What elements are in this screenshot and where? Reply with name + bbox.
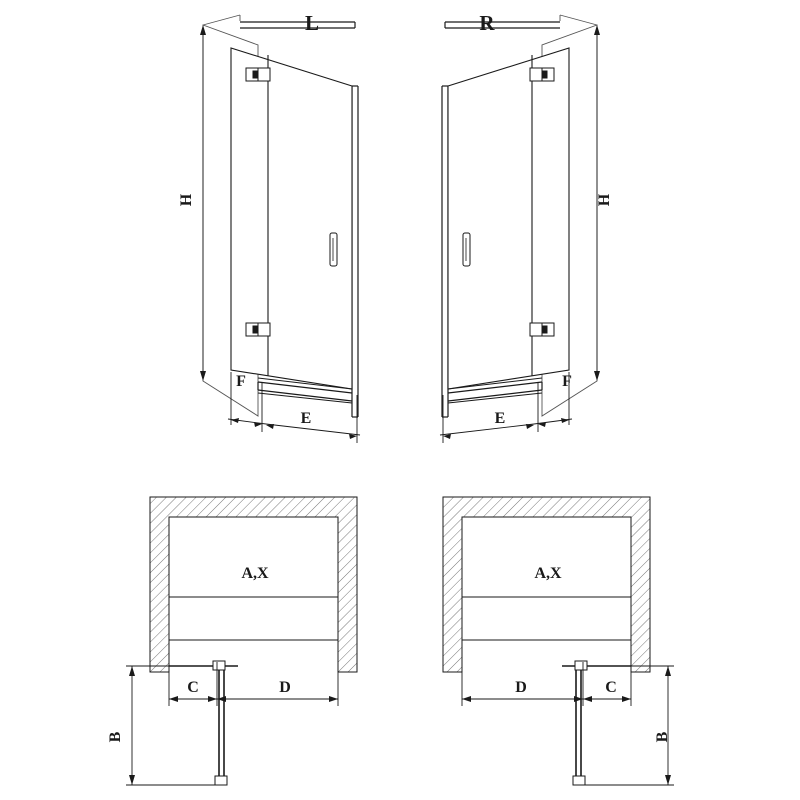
left-elevation-door-glass bbox=[231, 48, 352, 389]
plan-right-door-panel bbox=[562, 666, 581, 785]
label-fixed-width-left: C bbox=[187, 679, 199, 696]
label-variant-right: R bbox=[479, 11, 495, 35]
plan-right-enclosure bbox=[462, 597, 631, 640]
label-fixed-panel-right: F bbox=[562, 373, 572, 390]
plan-right-walls bbox=[443, 497, 650, 672]
label-door-panel-left: E bbox=[300, 410, 312, 427]
left-elevation-hinge-bottom bbox=[246, 323, 270, 336]
left-elevation-door-handle bbox=[330, 233, 337, 266]
right-elevation-door-glass bbox=[448, 48, 569, 389]
label-variant-left: L bbox=[304, 11, 320, 35]
elevation-right-group bbox=[440, 15, 600, 443]
plan-right-depth-dimension bbox=[585, 666, 674, 785]
label-height-left: H bbox=[178, 193, 195, 207]
label-door-width-left: D bbox=[279, 679, 291, 696]
left-elevation-height-dimension bbox=[200, 25, 206, 381]
right-elevation-hinge-top bbox=[530, 68, 554, 81]
label-fixed-width-right: C bbox=[605, 679, 617, 696]
plan-left-door-panel bbox=[219, 666, 238, 785]
plan-left-group bbox=[126, 497, 357, 785]
plan-right-door-hinge bbox=[573, 661, 587, 785]
elevation-left-group bbox=[200, 15, 360, 443]
right-elevation-hinge-bottom bbox=[530, 323, 554, 336]
label-depth-left: B bbox=[107, 731, 124, 743]
right-elevation-top-rail bbox=[445, 22, 560, 28]
right-elevation-left-post bbox=[442, 86, 448, 417]
plan-left-enclosure bbox=[169, 597, 338, 640]
label-height-right: H bbox=[596, 193, 613, 207]
left-elevation-right-post bbox=[352, 86, 358, 417]
label-fixed-panel-left: F bbox=[236, 373, 246, 390]
label-wall-right-plan: A,X bbox=[534, 565, 562, 582]
label-wall-left-plan: A,X bbox=[241, 565, 269, 582]
left-elevation-top-rail bbox=[240, 22, 355, 28]
plan-left-walls bbox=[150, 497, 357, 672]
plan-left-door-hinge bbox=[213, 661, 227, 785]
label-door-width-right: D bbox=[515, 679, 527, 696]
label-depth-right: B bbox=[654, 731, 671, 743]
plan-left-depth-dimension bbox=[126, 666, 215, 785]
plan-right-group bbox=[443, 497, 674, 785]
right-elevation-door-handle bbox=[463, 233, 470, 266]
label-door-panel-right: E bbox=[494, 410, 506, 427]
left-elevation-hinge-top bbox=[246, 68, 270, 81]
